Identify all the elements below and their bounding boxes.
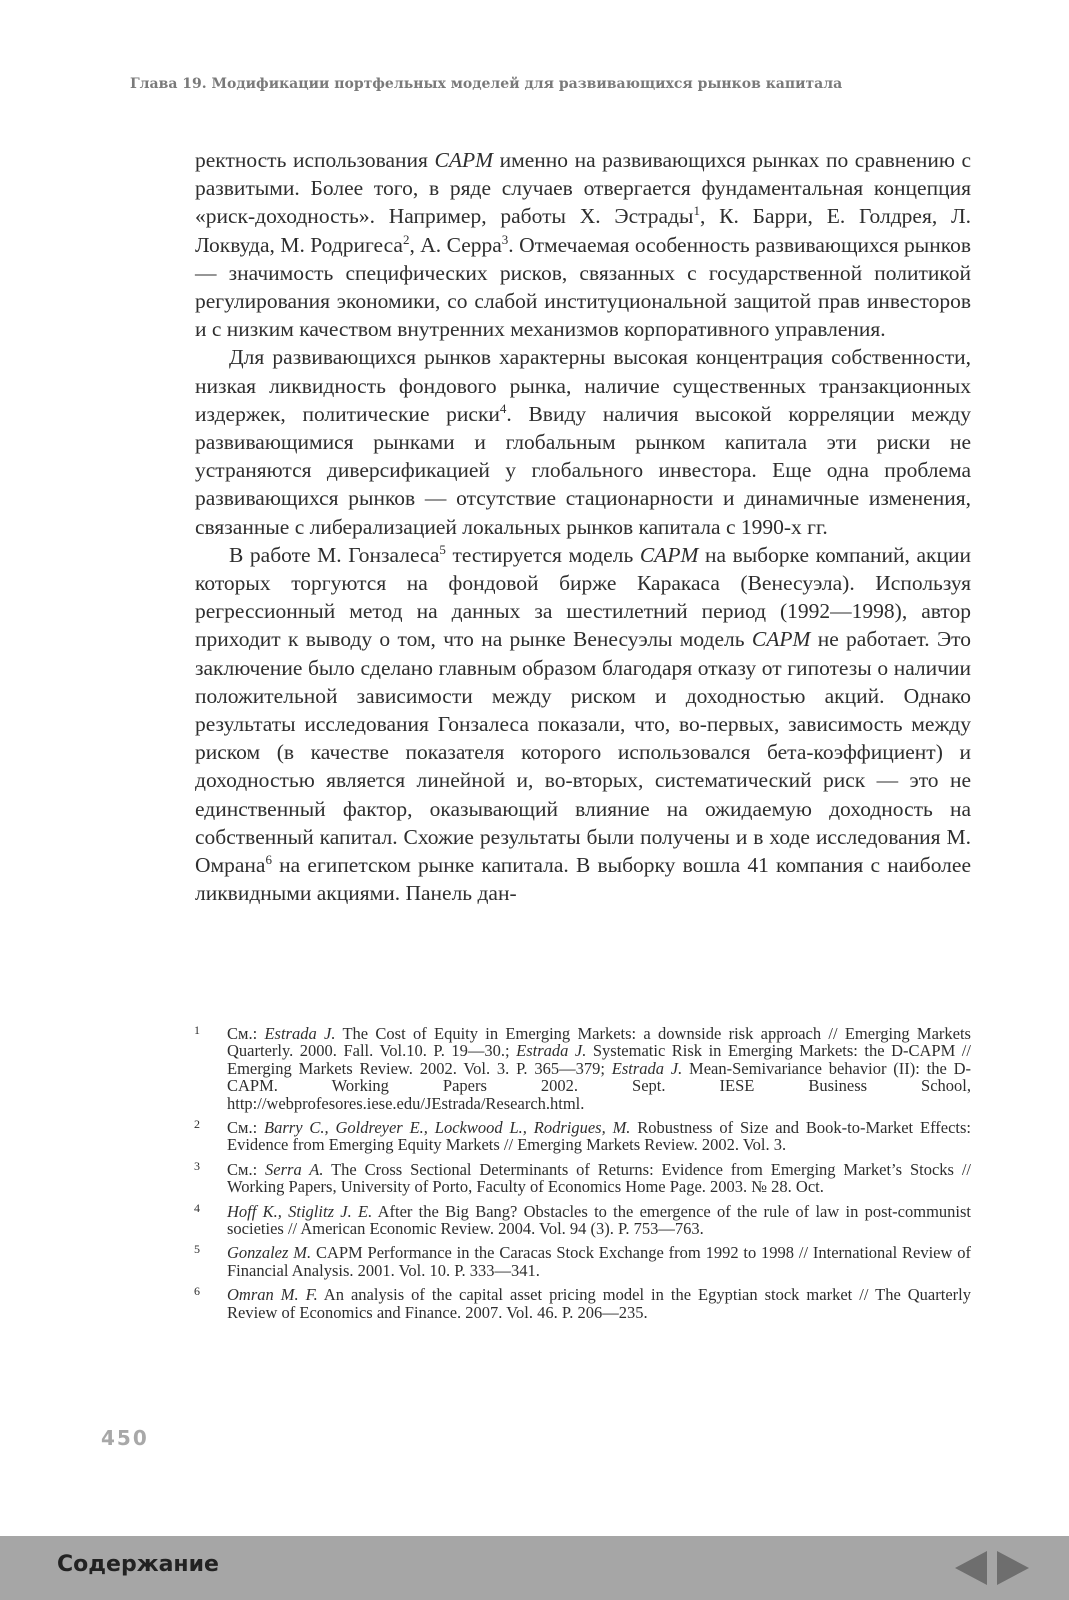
paragraph-3: В работе М. Гонзалеса$^5$ тестируется модель CAPM на выборке компаний, акции которых торгуются на фондовой бирже Каракаса (Венесуэла). Используя регрессионный метод на данных за шестилетний период (1992—1998), автор приходит к выводу о том, что на рынке Венесуэлы модель CAPM не работает. Это заключение было сделано главным образом благодаря отказу от гипотезы о наличии положительной зависимости между риском и доходностью акций. Однако результаты исследования Гонзалеса показали, что, во-первых, зависимость между риском (в качестве показателя которого использовался бета-коэффициент) и доходностью является линейной и, во-вторых, систематический риск — это не единственный фактор, оказывающий влияние на ожидаемую доходность на собственный капитал. Схожие результаты были получены и в ходе исследования М. Омрана$^6$ на египетском рынке капитала. В выборку вошла 41 компания с наиболее ликвидными акциями. Панель дан- [195, 541, 971, 906]
footnote-number: 3 [194, 1158, 200, 1173]
footnote-ref-4: 4 [499, 400, 507, 416]
footnote-ref-2: 2 [402, 231, 410, 247]
paragraph-2: Для развивающихся рынков характерны высокая концентрация собственности, низкая ликвидность фондового рынка, наличие существенных транзакционных издержек, политические риски$^4$. Ввиду наличия высокой корреляции между развивающимися рынками и глобальным рынком капитала эти риски не устраняются диверсификацией у глобального инвестора. Еще одна проблема развивающихся рынков — отсутствие стационарности и динамичные изменения, связанные с либерализацией локальных рынков капитала с 1990-х гг. [195, 345, 971, 539]
footnote-ref-1: 1 [693, 203, 700, 219]
footnote-6: 6 Omran M. F. An analysis of the capital asset pricing model in the Egyptian stock market // The Quarterly Review of Economics and Finance. 2007. Vol. 46. P. 206—235. [194, 1284, 971, 1322]
footnote-number: 1 [194, 1023, 200, 1037]
footnote-4: 4 Hoff K., Stiglitz J. E. After the Big Bang? Obstacles to the emergence of the rule of law in post-communist societies // American Economic Review. 2004. Vol. 94 (3). P. 753—763. [194, 1200, 971, 1239]
footnote-number: 4 [194, 1200, 200, 1215]
footnote-ref-5: 5 [439, 541, 446, 557]
main-text [195, 146, 971, 907]
footnote-1: 1 См.: Estrada J. The Cost of Equity in Emerging Markets: a downside risk approach // Emerging Markets Quarterly. 2000. Fall. Vol.10. P. 19—30.; Estrada J. Systematic Risk in Emerging Markets: the D-CAPM // Emerging Markets Review. 2002. Vol. 3. P. 365—379; Estrada J. Mean-Semivariance behavior (II): the D-CAPM. Working Papers 2002. Sept. IESE Business School, http://webprofesores.iese.edu/JEstrada/Research.html. [194, 1023, 971, 1113]
contents-link[interactable]: Содержание [57, 1552, 219, 1577]
page-number: 450 [101, 1426, 149, 1450]
running-header: Глава 19. Модификации портфельных моделей для развивающихся рынков капитала [130, 76, 843, 92]
paragraph-1: ректность использования CAPM именно на развивающихся рынках по сравнению с развитыми. Более того, в ряде случаев отвергается фундаментальная концепция «риск-доходность». Например, работы Х. Эстрады$^1$, К. Барри, Е. Голдрея, Л. Локвуда, М. Родригеса$^2$, А. Серра$^3$. Отмечаемая особенность развивающихся рынков — значимость специфических рисков, связанных с государственной политикой регулирования экономики, со слабой институциональной защитой прав инвесторов и с низким качеством внутренних механизмов корпоративного управления. [195, 148, 971, 342]
bottom-nav-bar [0, 1536, 1069, 1600]
footnote-ref-6: 6 [265, 851, 272, 867]
arrow-left-icon[interactable] [955, 1551, 987, 1585]
footnote-3: 3 См.: Serra A. The Cross Sectional Determinants of Returns: Evidence from Emerging Market’s Stocks // Working Papers, University of Porto, Faculty of Economics Home Page. 2003. № 28. Oct. [194, 1158, 971, 1197]
footnote-5: 5 Gonzalez M. CAPM Performance in the Caracas Stock Exchange from 1992 to 1998 // International Review of Financial Analysis. 2001. Vol. 10. P. 333—341. [194, 1242, 971, 1280]
footnote-number: 6 [194, 1284, 200, 1299]
footnotes [194, 1025, 971, 1328]
footnote-number: 2 [194, 1117, 200, 1132]
footnote-number: 5 [194, 1242, 200, 1257]
footnote-2: 2 См.: Barry C., Goldreyer E., Lockwood L., Rodrigues, M. Robustness of Size and Book-to-Market Effects: Evidence from Emerging Equity Markets // Emerging Markets Review. 2002. Vol. 3. [194, 1117, 972, 1155]
arrow-right-icon[interactable] [997, 1551, 1029, 1585]
footnote-ref-3: 3 [501, 231, 509, 247]
